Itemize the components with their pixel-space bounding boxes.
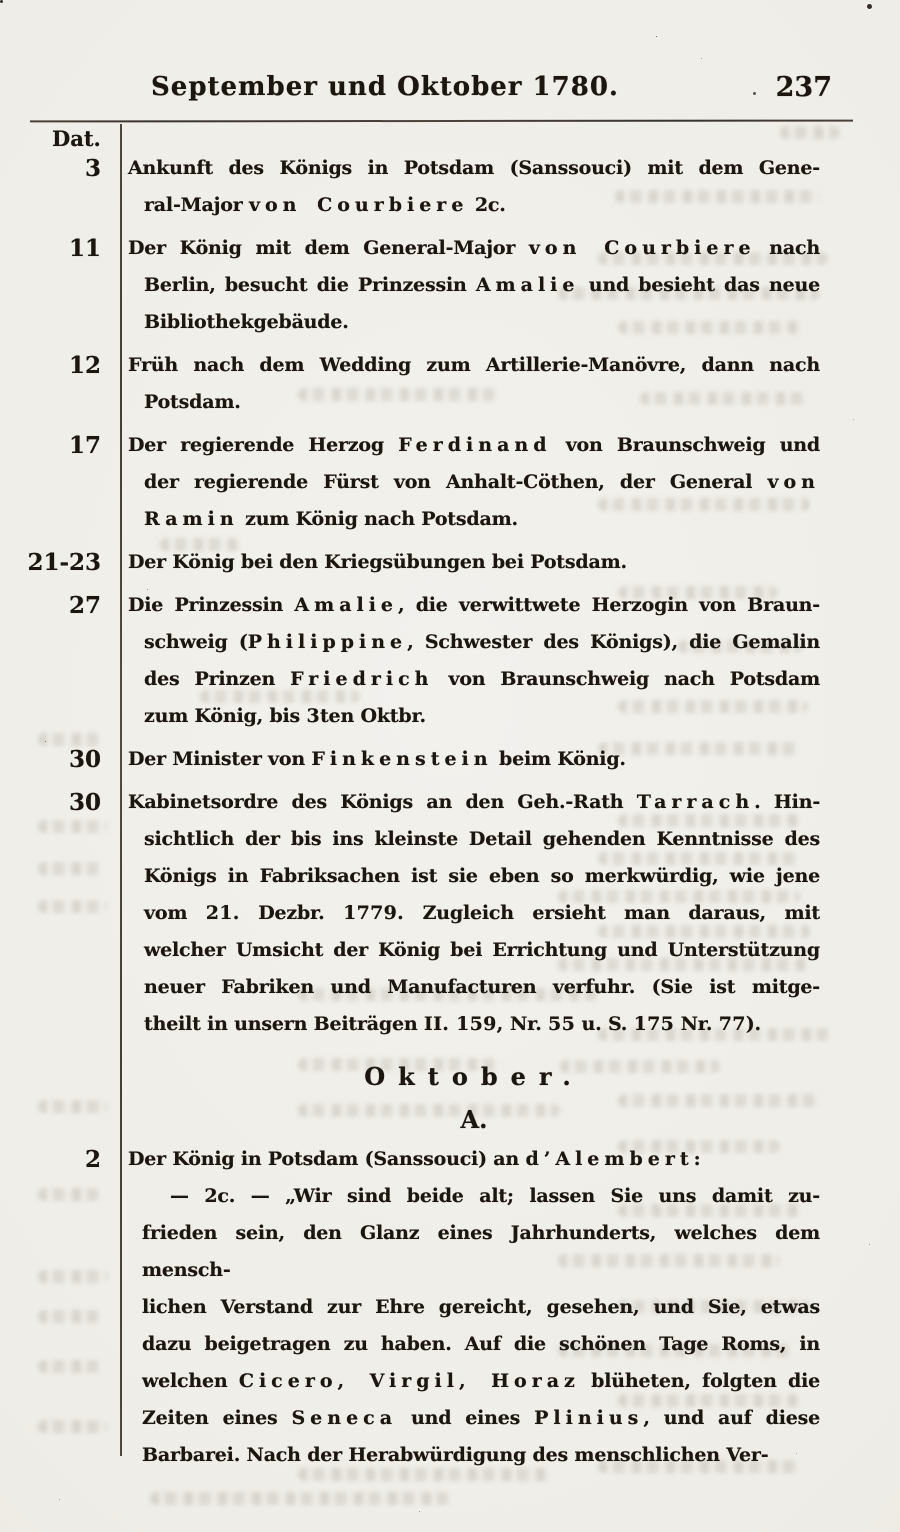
text-run: sichtlich der bis ins kleinste Detail gehenden Kenntnisse des — [144, 828, 820, 850]
text-run: blüheten, folgten die — [579, 1370, 821, 1392]
text-line — [128, 384, 820, 421]
text-line — [128, 932, 820, 969]
letterspaced-name: von Courbiere — [528, 237, 756, 259]
text-run: Berlin, besucht die Prinzessin — [144, 274, 476, 296]
text-line — [128, 1437, 820, 1474]
text-run: 2c. — [468, 194, 506, 216]
letterspaced-name: Ramin — [144, 508, 239, 530]
text-line — [128, 230, 820, 267]
entry-text — [128, 741, 820, 778]
entry-text — [128, 347, 820, 421]
text-run: Zugleich ersieht man daraus, mit — [404, 902, 820, 924]
letterspaced-name: von — [767, 471, 820, 493]
letterspaced-name: Plinius — [534, 1407, 644, 1429]
text-line — [128, 347, 820, 384]
text-line — [128, 1400, 820, 1437]
text-line — [128, 427, 820, 464]
register-entry — [0, 784, 900, 1043]
scan-specks — [0, 0, 3, 3]
text-run: ). — [745, 1013, 761, 1035]
text-run: und eines — [397, 1407, 535, 1429]
register-entry — [0, 230, 900, 341]
text-run: lichen Verstand zur Ehre gereicht, gesehen, und Sie, etwas — [142, 1296, 820, 1318]
text-line — [128, 587, 820, 624]
entry-text — [128, 1141, 820, 1474]
text-line — [128, 858, 820, 895]
text-run: : — [693, 1148, 701, 1170]
antiqua-number: 3 — [306, 705, 320, 727]
text-line — [128, 1289, 820, 1326]
letterspaced-name: Tarrach — [636, 791, 755, 813]
text-run: Königs in Fabriksachen ist sie eben so merkwürdig, wie jene — [144, 865, 820, 887]
entry-date: 3 — [84, 155, 101, 182]
letterspaced-name: Amalie — [475, 274, 580, 296]
text-run: Der Minister von — [128, 748, 312, 770]
text-run: ral-Major — [144, 194, 249, 216]
text-line — [128, 501, 820, 538]
register-entry — [0, 427, 900, 538]
letterspaced-name: Cicero, Virgil, Horaz — [238, 1370, 580, 1392]
letterspaced-name: Ferdinand — [398, 434, 552, 456]
header-rule — [30, 120, 853, 123]
register-entry — [0, 544, 900, 581]
entry-date: 30 — [68, 746, 101, 773]
text-run: Barbarei. Nach der Herabwürdigung des menschlichen Ver- — [142, 1444, 769, 1466]
text-line — [128, 1363, 820, 1400]
text-run: des Prinzen — [144, 668, 291, 690]
antiqua-number: 77 — [718, 1013, 746, 1035]
entry-text — [128, 544, 820, 581]
text-run: Bibliothekgebäude. — [144, 311, 349, 333]
text-line — [128, 187, 820, 224]
text-line — [128, 1215, 820, 1289]
text-run: u. S. — [575, 1013, 634, 1035]
text-line — [128, 784, 820, 821]
text-run: Der regierende Herzog — [128, 434, 399, 456]
letterspaced-name: Friedrich — [290, 668, 434, 690]
letterspaced-name: Philippine — [247, 631, 408, 653]
entry-date: 11 — [68, 235, 101, 262]
entry-date: 2 — [84, 1146, 101, 1173]
text-run: zum König nach Potsdam. — [238, 508, 518, 530]
text-run: frieden sein, den Glanz eines Jahrhunderts, welches dem mensch- — [142, 1222, 820, 1281]
text-line — [128, 544, 820, 581]
letterspaced-name: Amalie — [294, 594, 399, 616]
text-run: , Schwester des Königs), die Gemalin — [407, 631, 820, 653]
text-run: schweig ( — [144, 631, 248, 653]
entry-text — [128, 150, 820, 224]
text-run: der regierende Fürst von Anhalt-Cöthen, der General — [144, 471, 768, 493]
text-run: , die verwittwete Herzogin von Braun- — [398, 594, 820, 616]
text-run: theilt in unsern Beiträgen — [144, 1013, 424, 1035]
bleedthrough-stripe — [150, 1492, 450, 1505]
register-entry — [0, 1141, 900, 1474]
text-run: Der König mit dem General-Major — [128, 237, 529, 259]
text-run: Potsdam. — [144, 391, 241, 413]
entry-text — [128, 427, 820, 538]
text-line — [128, 1141, 820, 1178]
text-line — [128, 1326, 820, 1363]
text-run: neuer Fabriken und Manufacturen verfuhr. (Sie ist mitge- — [144, 976, 820, 998]
entry-text — [128, 784, 820, 1043]
text-line — [128, 821, 820, 858]
letterspaced-name: von Courbiere — [248, 194, 469, 216]
entries-list — [0, 150, 900, 1480]
text-run: von Braunschweig und — [551, 434, 821, 456]
text-run: Dezbr. — [239, 902, 344, 924]
running-title: September und Oktober 1780. — [151, 72, 619, 102]
text-run: Nr. — [503, 1013, 549, 1035]
text-line — [128, 741, 820, 778]
text-run: welcher Umsicht der König bei Errichtung und Unterstützung — [144, 939, 820, 961]
text-line — [128, 267, 820, 304]
entry-date: 12 — [68, 352, 101, 379]
entry-text — [128, 230, 820, 341]
text-line — [128, 1006, 820, 1043]
text-line — [128, 624, 820, 661]
text-run: beim König. — [492, 748, 626, 770]
entry-date: 30 — [68, 789, 101, 816]
letterspaced-name: d’Alembert — [525, 1148, 694, 1170]
text-line — [128, 661, 820, 698]
text-line — [128, 969, 820, 1006]
text-run: Früh nach dem Wedding zum Artillerie-Manövre, dann nach — [128, 354, 820, 376]
antiqua-number: II. 159, — [423, 1013, 504, 1035]
text-run: , und auf diese — [643, 1407, 820, 1429]
text-run: dazu beigetragen zu haben. Auf die schönen Tage Roms, in — [142, 1333, 820, 1355]
letterspaced-name: Finkenstein — [311, 748, 493, 770]
text-line — [128, 304, 820, 341]
text-line — [128, 1178, 820, 1215]
entry-date: 17 — [68, 432, 101, 459]
text-run: und besieht das neue — [579, 274, 820, 296]
antiqua-number: 21. — [205, 902, 240, 924]
register-entry — [0, 150, 900, 224]
section-heading: Oktober. — [364, 1062, 584, 1091]
page-number: 237 — [775, 72, 832, 103]
date-column-label: Dat. — [52, 126, 101, 151]
text-run: Kabinetsordre des Königs an den Geh.-Rath — [128, 791, 637, 813]
text-line — [128, 464, 820, 501]
entry-date: 27 — [68, 592, 101, 619]
text-run: Der König bei den Kriegsübungen bei Potsdam. — [128, 551, 627, 573]
register-entry — [0, 741, 900, 778]
antiqua-number: 175 — [633, 1013, 675, 1035]
text-run: ten Oktbr. — [319, 705, 426, 727]
text-run: Der König in Potsdam (Sanssouci) an — [128, 1148, 526, 1170]
text-run: von Braunschweig nach Potsdam — [433, 668, 821, 690]
text-run: zum König, bis — [144, 705, 307, 727]
text-run: — 2c. — „Wir sind beide alt; lassen Sie uns damit zu- — [170, 1185, 820, 1207]
register-entry — [0, 587, 900, 735]
text-run: Nr. — [674, 1013, 719, 1035]
text-run: Zeiten eines — [142, 1407, 292, 1429]
text-run: Ankunft des Königs in Potsdam (Sanssouci) mit dem Gene- — [128, 157, 820, 179]
antiqua-number: 55 — [548, 1013, 576, 1035]
text-run: nach — [755, 237, 820, 259]
text-run: vom — [144, 902, 206, 924]
entry-text — [128, 587, 820, 735]
text-run: Die Prinzessin — [128, 594, 295, 616]
text-line — [128, 895, 820, 932]
letterspaced-name: Seneca — [291, 1407, 398, 1429]
register-entry — [0, 347, 900, 421]
text-line — [128, 150, 820, 187]
antiqua-number: 1779. — [343, 902, 405, 924]
text-run: . Hin- — [754, 791, 821, 813]
entry-date: 21-23 — [27, 549, 101, 576]
text-run: welchen — [142, 1370, 239, 1392]
bleedthrough-stripe — [780, 126, 840, 139]
section-subheading: A. — [460, 1105, 488, 1134]
text-line — [128, 698, 820, 735]
